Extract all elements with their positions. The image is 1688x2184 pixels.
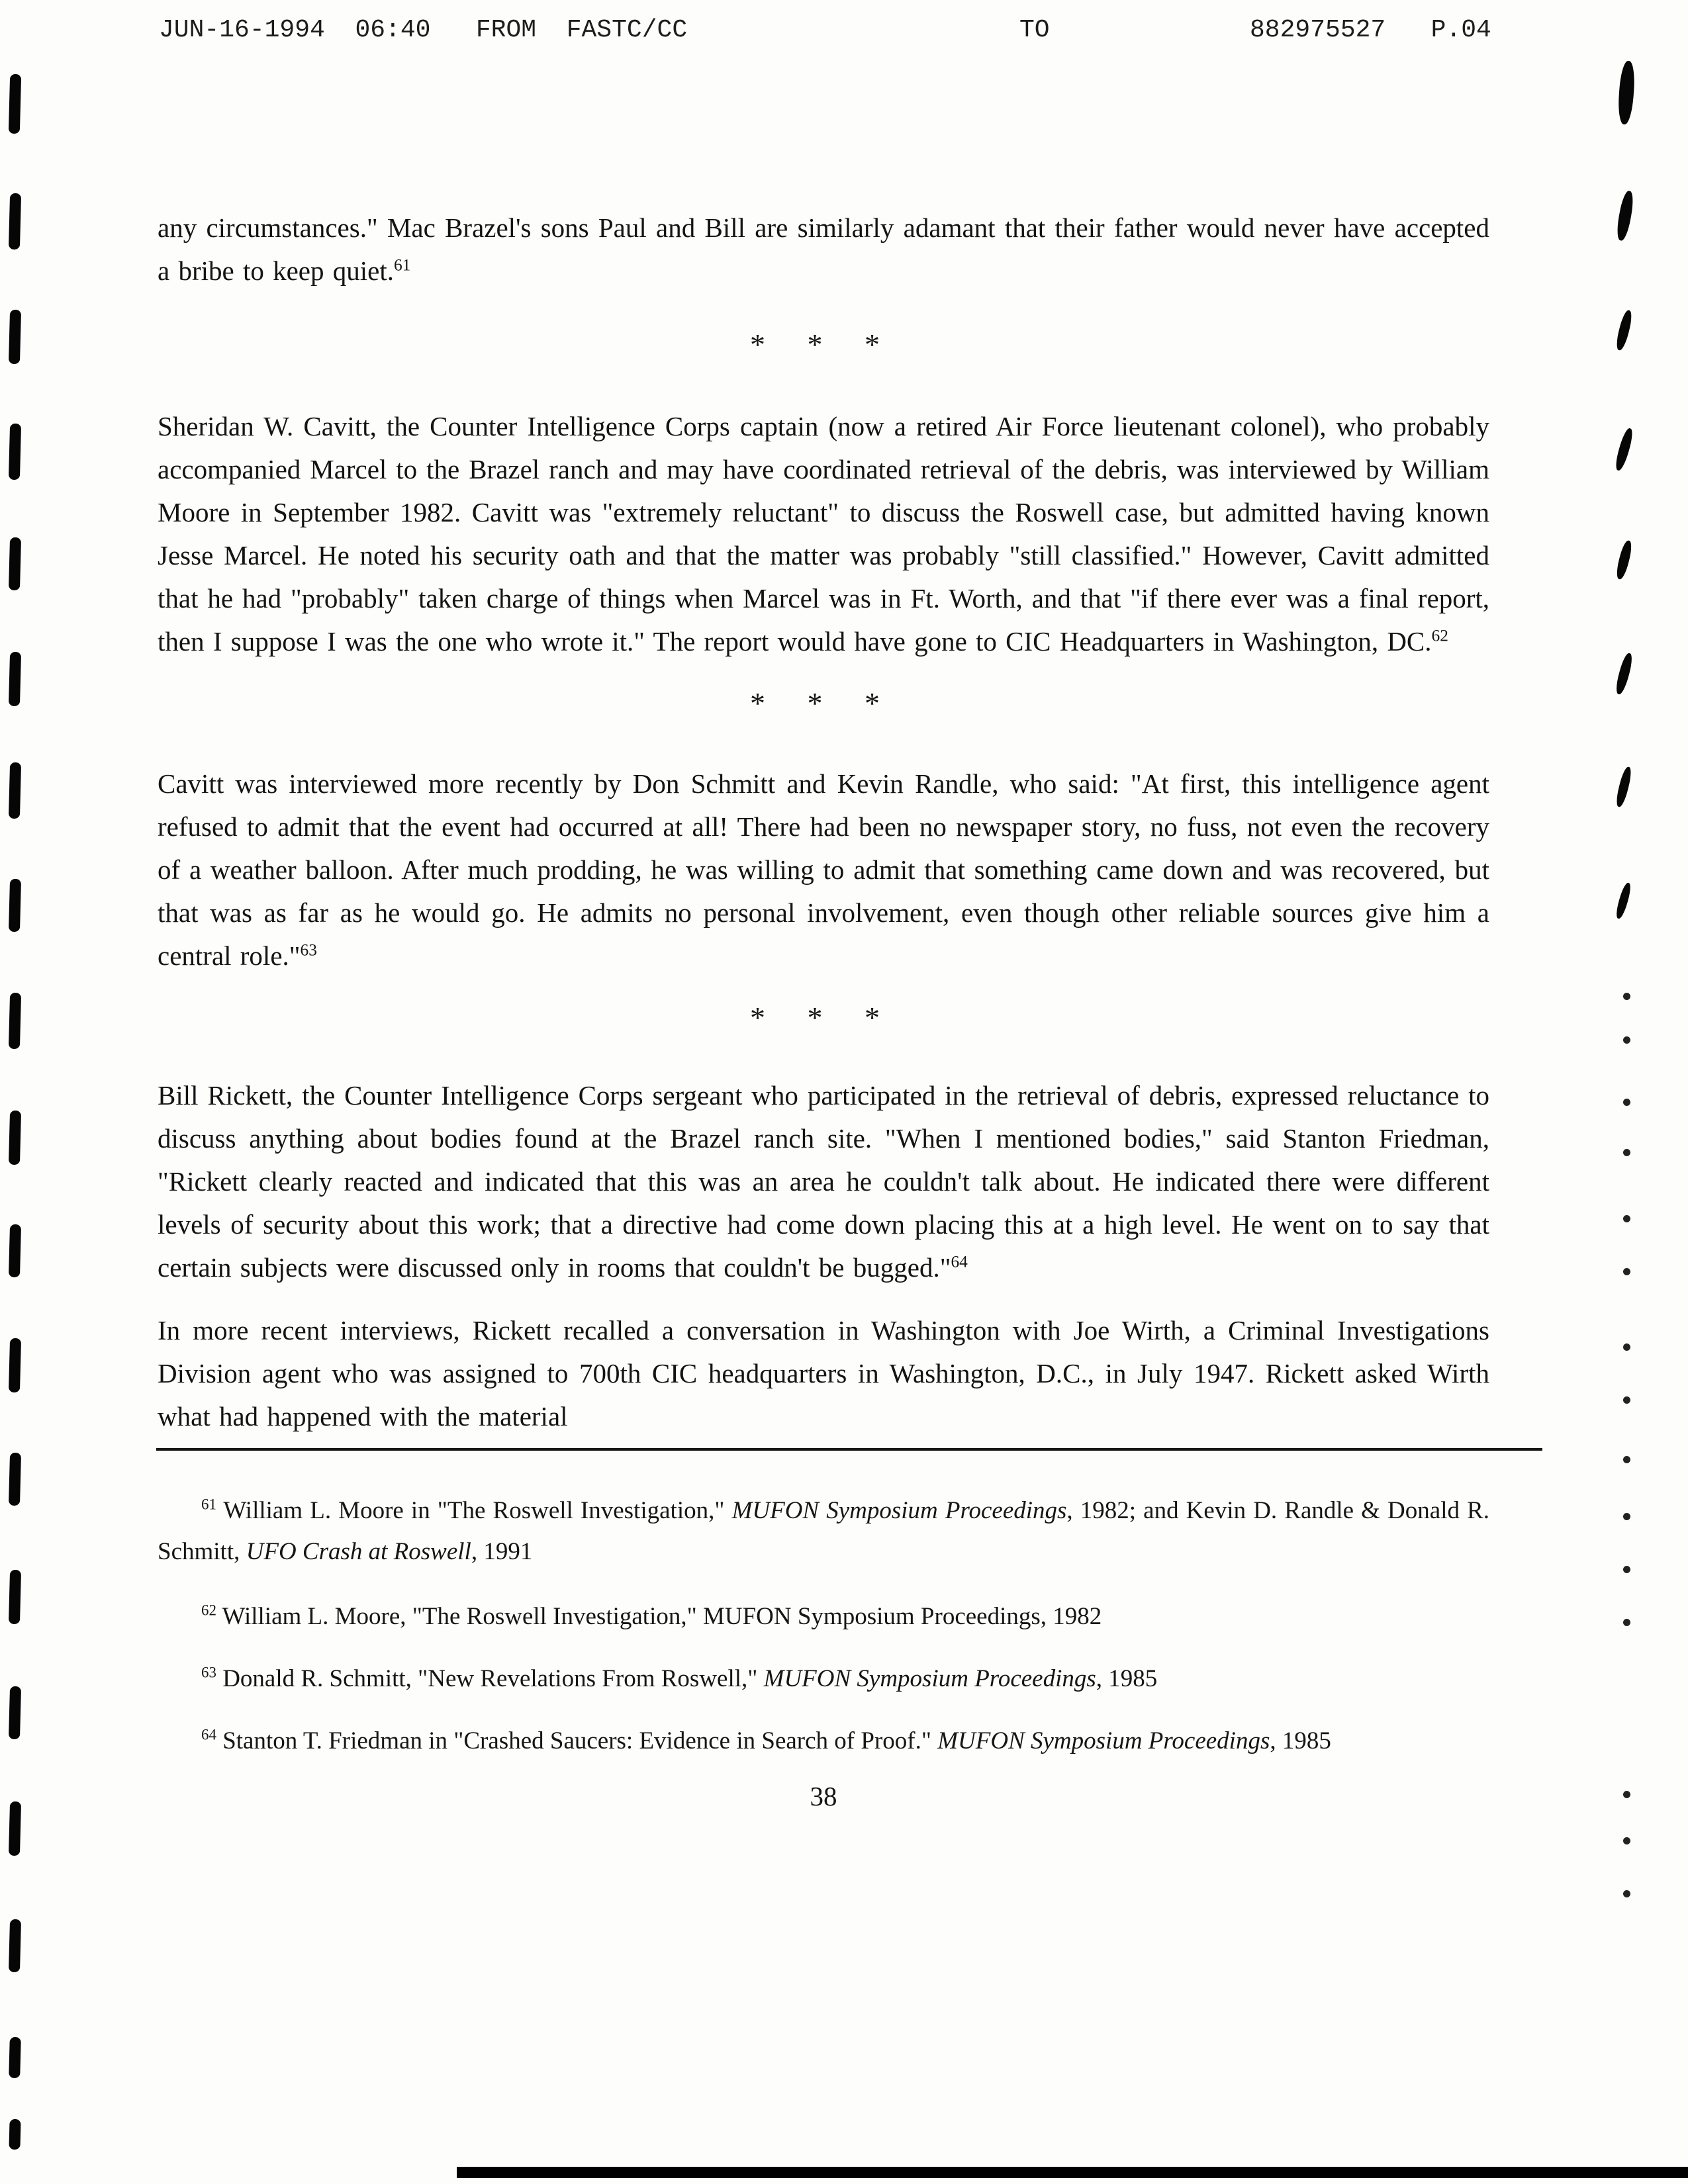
footnote [158, 1721, 1489, 1762]
paragraph-text: any circumstances." Mac Brazel's sons Paul and Bill are similarly adamant that their father would never have accepted a bribe to keep quiet. [158, 212, 1489, 286]
scan-artifact [1623, 1268, 1630, 1275]
scan-artifact [1617, 60, 1636, 124]
footnote-text: , 1991 [471, 1538, 533, 1565]
scan-artifact [1623, 1149, 1630, 1156]
footnote-number: 61 [201, 1496, 216, 1513]
paragraph-4 [158, 1074, 1489, 1289]
footnote-text: Donald R. Schmitt, "New Revelations From Roswell," [216, 1665, 764, 1692]
footnote-title-italic: MUFON Symposium Proceedings [763, 1665, 1096, 1692]
footnote-ref-63: 63 [300, 940, 317, 960]
fax-header-origin: JUN-16-1994 06:40 FROM FASTC/CC [159, 16, 688, 44]
footnote-text: William L. Moore, "The Roswell Investigation," MUFON Symposium Proceedings, 1982 [216, 1603, 1102, 1630]
footnote [158, 1596, 1489, 1637]
footnote-text: William L. Moore in "The Roswell Investigation," [216, 1497, 732, 1524]
scan-artifact [1623, 1036, 1630, 1044]
paragraph-text: Bill Rickett, the Counter Intelligence Corps sergeant who participated in the retrieval of debris, expressed reluctance to discuss anything about bodies found at the Brazel ranch site. "When I mentioned bodies," said Stanton Friedman, "Rickett clearly reacted and indicated that this was an area he couldn't talk about. He indicated there were different levels of security about this work; that a directive had come down placing this at a high level. He went on to say that certain subjects were discussed only in rooms that couldn't be bugged." [158, 1080, 1489, 1283]
fax-header-to-label: TO [1019, 16, 1050, 44]
scan-artifact [9, 1570, 21, 1624]
fax-header-number: 882975527 P.04 [1250, 16, 1491, 44]
scan-artifact [1623, 1566, 1630, 1573]
scan-artifact [1623, 1837, 1630, 1844]
scan-artifact [9, 1224, 21, 1277]
scan-artifact [9, 537, 21, 590]
paragraph-2 [158, 405, 1489, 663]
footnote-ref-64: 64 [951, 1252, 968, 1271]
page-number: 38 [810, 1781, 837, 1811]
footnote-number: 62 [201, 1602, 216, 1619]
paragraph-3 [158, 762, 1489, 978]
paragraph-text: Sheridan W. Cavitt, the Counter Intelligence Corps captain (now a retired Air Force lieutenant colonel), who probably accompanied Marcel to the Brazel ranch and may have coordinated retrieval of the debris, was interviewed by William Moore in September 1982. Cavitt was "extremely reluctant" to discuss the Roswell case, but admitted having known Jesse Marcel. He noted his security oath and that the matter was probably "still classified." However, Cavitt admitted that he had "probably" taken charge of things when Marcel was in Ft. Worth, and that "if there ever was a final report, then I suppose I was the one who wrote it." The report would have gone to CIC Headquarters in Washington, DC. [158, 411, 1489, 657]
scan-artifact [9, 310, 21, 364]
section-separator: * * * [750, 686, 897, 720]
scan-artifact [9, 1111, 21, 1165]
scan-artifact [9, 1801, 21, 1856]
scan-artifact [1623, 1890, 1630, 1897]
scan-artifact [1623, 1791, 1630, 1798]
footnote-title-italic: MUFON Symposium Proceedings [731, 1497, 1067, 1524]
paragraph-text: Cavitt was interviewed more recently by Don Schmitt and Kevin Randle, who said: "At first, this intelligence agent refused to admit that the event had occurred at all! There had been no newspaper story, no fuss, not even the recovery of a weather balloon. After much prodding, he was willing to admit that something came down and was recovered, but that was as far as he would go. He admits no personal involvement, even though other reliable sources give him a central role." [158, 768, 1489, 971]
section-separator: * * * [750, 1001, 897, 1034]
footnote-text: , 1985 [1270, 1727, 1331, 1754]
scan-artifact [9, 2037, 21, 2078]
scan-artifact [1623, 993, 1630, 1000]
scan-artifact [1623, 1396, 1630, 1404]
footnote-text: , 1982; and Kevin D. Randle & Donald R. Schmitt, [158, 1497, 1490, 1565]
footnote-ref-62: 62 [1431, 626, 1448, 645]
scan-artifact [1623, 1513, 1630, 1520]
scan-artifact [1623, 1619, 1630, 1626]
scan-artifact [9, 193, 21, 250]
scan-artifact [9, 1919, 21, 1972]
footnote [158, 1659, 1489, 1700]
footnote-text: Stanton T. Friedman in "Crashed Saucers: Evidence in Search of Proof." [216, 1727, 938, 1754]
scan-artifact [9, 424, 21, 480]
footnote-text: , 1985 [1096, 1665, 1158, 1692]
scan-artifact [1623, 1456, 1630, 1463]
scan-artifact [9, 879, 21, 932]
footnote-ref-61: 61 [393, 255, 411, 275]
scan-artifact [9, 74, 21, 134]
scan-artifact [1623, 1099, 1630, 1106]
paragraph-1 [158, 206, 1489, 293]
scan-artifact [9, 1453, 21, 1506]
footnote-number: 64 [201, 1726, 216, 1743]
scan-artifact [9, 2119, 21, 2150]
fax-header [0, 16, 1688, 48]
scan-artifact [1615, 309, 1634, 351]
scan-artifact [9, 1686, 21, 1739]
scan-artifact [1615, 766, 1634, 808]
footnote-number: 63 [201, 1664, 216, 1681]
section-separator: * * * [750, 328, 897, 361]
footnote-rule [156, 1448, 1542, 1451]
scan-artifact [9, 652, 21, 706]
scan-artifact [1623, 1215, 1630, 1222]
paragraph-text: In more recent interviews, Rickett recalled a conversation in Washington with Joe Wirth, a Criminal Investigations Division agent who was assigned to 700th CIC headquarters in Washington, D.C., in July 1947. Rickett asked Wirth what had happened with the material [158, 1315, 1489, 1432]
scan-artifact [1613, 427, 1635, 472]
scan-artifact [9, 762, 21, 819]
footnote-title-italic: MUFON Symposium Proceedings [937, 1727, 1270, 1754]
scan-artifact [9, 1338, 21, 1392]
footnote-title-italic: UFO Crash at Roswell [246, 1538, 471, 1565]
scan-artifact [9, 993, 21, 1049]
scan-artifact [1614, 652, 1634, 696]
footnote [158, 1490, 1489, 1572]
scan-artifact [1615, 882, 1633, 919]
scan-artifact [1623, 1343, 1630, 1351]
scan-artifact [457, 2167, 1688, 2178]
scan-artifact [1615, 190, 1636, 242]
document-body [158, 206, 1489, 1812]
scan-artifact [1615, 539, 1634, 580]
paragraph-5 [158, 1309, 1489, 1438]
